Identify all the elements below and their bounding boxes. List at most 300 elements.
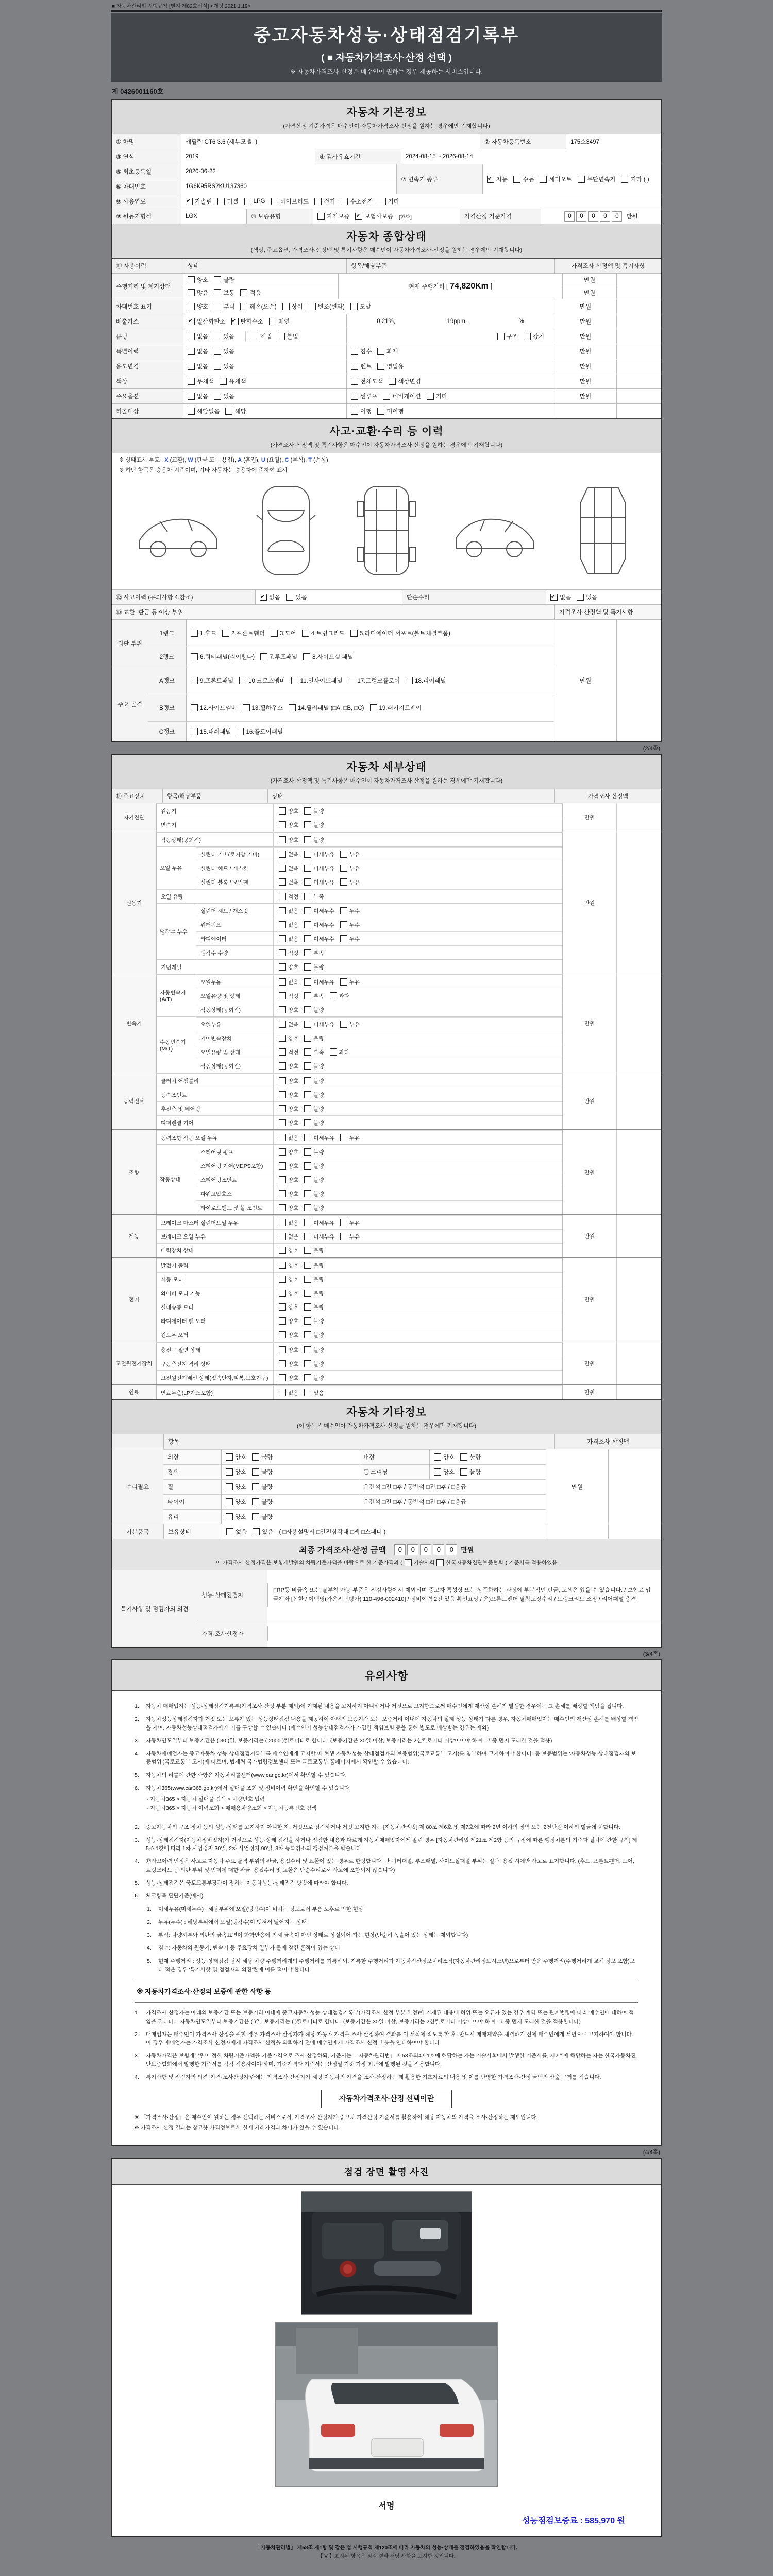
checkbox[interactable] xyxy=(304,1006,311,1013)
checkbox[interactable] xyxy=(550,594,558,601)
option[interactable]: 변조(변타) xyxy=(309,302,345,311)
status-option[interactable]: 미세누유 xyxy=(304,1233,334,1241)
checkbox[interactable] xyxy=(188,333,195,340)
panel-option[interactable]: 11.인사이드패널 xyxy=(291,676,343,685)
checkbox[interactable] xyxy=(304,1077,311,1084)
checkbox[interactable] xyxy=(279,1048,286,1056)
checkbox[interactable] xyxy=(279,1262,286,1269)
option[interactable]: LPG xyxy=(244,198,265,205)
checkbox[interactable] xyxy=(304,893,311,900)
status-option[interactable]: 양호 xyxy=(279,1290,298,1297)
option[interactable]: 유채색 xyxy=(220,377,246,385)
checkbox[interactable] xyxy=(279,1317,286,1325)
status-option[interactable]: 과다 xyxy=(330,992,349,1000)
option[interactable]: 적음 xyxy=(240,289,261,297)
checkbox[interactable] xyxy=(304,851,311,858)
option[interactable]: 기타 xyxy=(427,392,447,400)
option[interactable]: 기타 ( ) xyxy=(621,175,649,183)
checkbox[interactable] xyxy=(243,704,250,711)
status-option[interactable]: 불량 xyxy=(304,1331,324,1339)
checkbox[interactable] xyxy=(350,630,358,637)
status-option[interactable]: 불량 xyxy=(252,1483,273,1491)
status-option[interactable]: 누유 xyxy=(340,1021,360,1028)
checkbox[interactable] xyxy=(330,1048,337,1056)
checkbox[interactable] xyxy=(524,333,531,340)
checkbox[interactable] xyxy=(188,393,195,400)
checkbox[interactable] xyxy=(304,836,311,843)
checkbox[interactable] xyxy=(351,393,358,400)
checkbox[interactable] xyxy=(279,1360,286,1367)
status-option[interactable]: 없음 xyxy=(279,921,298,929)
checkbox[interactable] xyxy=(304,865,311,872)
checkbox[interactable] xyxy=(279,1346,286,1353)
checkbox[interactable] xyxy=(220,378,227,385)
checkbox[interactable] xyxy=(304,1048,311,1056)
checkbox[interactable] xyxy=(351,348,358,355)
checkbox[interactable] xyxy=(377,363,384,370)
checkbox[interactable] xyxy=(237,728,244,735)
checkbox[interactable] xyxy=(304,1176,311,1183)
option[interactable]: ✔ 탄화수소 xyxy=(231,317,263,326)
status-option[interactable]: 없음 xyxy=(279,1021,298,1028)
status-option[interactable]: 불량 xyxy=(252,1498,273,1506)
checkbox[interactable] xyxy=(279,878,286,886)
checkbox[interactable] xyxy=(340,851,347,858)
checkbox[interactable] xyxy=(578,176,585,183)
option[interactable]: 상이 xyxy=(282,302,303,311)
checkbox[interactable] xyxy=(191,704,198,711)
checkbox[interactable] xyxy=(350,303,358,310)
checkbox[interactable] xyxy=(540,176,547,183)
checkbox[interactable] xyxy=(304,1331,311,1338)
status-option[interactable]: 양호 xyxy=(279,1190,298,1198)
status-option[interactable]: 불량 xyxy=(304,1262,324,1269)
option[interactable]: 침수 xyxy=(351,347,372,355)
checkbox[interactable] xyxy=(279,1105,286,1112)
checkbox[interactable] xyxy=(304,1119,311,1126)
checkbox[interactable] xyxy=(351,378,358,385)
option[interactable]: 매연 xyxy=(269,317,290,326)
status-option[interactable]: 미세누수 xyxy=(304,935,334,943)
checkbox[interactable] xyxy=(279,1021,286,1028)
checkbox[interactable] xyxy=(460,1453,467,1461)
option[interactable]: 무채색 xyxy=(188,377,214,385)
status-option[interactable]: 누유 xyxy=(340,878,360,886)
checkbox[interactable] xyxy=(304,1021,311,1028)
status-option[interactable]: 누유 xyxy=(340,865,360,872)
checkbox[interactable] xyxy=(186,198,193,205)
checkbox[interactable] xyxy=(279,893,286,900)
checkbox[interactable] xyxy=(304,907,311,914)
option[interactable]: 보통 xyxy=(214,289,234,297)
checkbox[interactable] xyxy=(304,1247,311,1254)
checkbox[interactable] xyxy=(436,1559,444,1566)
checkbox[interactable] xyxy=(222,630,229,637)
checkbox[interactable] xyxy=(279,1091,286,1098)
checkbox[interactable] xyxy=(252,1498,259,1505)
option[interactable]: 네비게이션 xyxy=(383,392,421,400)
checkbox[interactable] xyxy=(405,1559,412,1566)
status-option[interactable]: 불량 xyxy=(252,1468,273,1476)
status-option[interactable]: 양호 xyxy=(279,1374,298,1382)
checkbox[interactable] xyxy=(279,992,286,999)
checkbox[interactable] xyxy=(348,677,355,684)
option[interactable]: 훼손(오손) xyxy=(240,302,276,311)
status-option[interactable]: 불량 xyxy=(460,1453,481,1461)
status-option[interactable]: 불량 xyxy=(304,1006,324,1014)
panel-option[interactable]: 4.트렁크리드 xyxy=(302,629,345,637)
status-option[interactable]: 적정 xyxy=(279,1048,298,1056)
checkbox[interactable] xyxy=(226,1468,233,1476)
checkbox[interactable] xyxy=(304,807,311,815)
status-option[interactable]: 양호 xyxy=(279,1162,298,1170)
seat-position-options[interactable]: 운전석 □전 □후 / 동반석 □전 □후 / □응급 xyxy=(359,1495,546,1509)
status-option[interactable]: 불량 xyxy=(304,1290,324,1297)
checkbox[interactable] xyxy=(291,677,298,684)
status-option[interactable]: 미세누유 xyxy=(304,978,334,986)
checkbox[interactable] xyxy=(304,963,311,971)
checkbox[interactable] xyxy=(304,1190,311,1197)
status-option[interactable]: 없음 xyxy=(279,978,298,986)
checkbox[interactable] xyxy=(487,176,494,183)
status-option[interactable]: 없음 xyxy=(279,1219,298,1227)
status-option[interactable]: 불량 xyxy=(304,1190,324,1198)
status-option[interactable]: 누수 xyxy=(340,907,360,915)
checkbox[interactable] xyxy=(279,807,286,815)
checkbox[interactable] xyxy=(279,1389,286,1396)
option[interactable]: 있음 xyxy=(286,593,307,601)
checkbox[interactable] xyxy=(226,1513,233,1520)
status-option[interactable]: 불량 xyxy=(304,1374,324,1382)
option[interactable]: 썬루프 xyxy=(351,392,377,400)
checkbox[interactable] xyxy=(406,677,413,684)
checkbox[interactable] xyxy=(314,198,322,205)
checkbox[interactable] xyxy=(340,935,347,942)
option[interactable]: 렌트 xyxy=(351,362,372,370)
checkbox[interactable] xyxy=(214,276,221,283)
checkbox[interactable] xyxy=(279,1062,286,1070)
checkbox[interactable] xyxy=(302,630,309,637)
checkbox[interactable] xyxy=(304,821,311,828)
checkbox[interactable] xyxy=(279,821,286,828)
checkbox[interactable] xyxy=(304,992,311,999)
status-option[interactable]: 양호 xyxy=(279,1346,298,1354)
checkbox[interactable] xyxy=(279,1219,286,1226)
status-option[interactable]: 양호 xyxy=(279,1148,298,1156)
status-option[interactable]: 불량 xyxy=(304,1276,324,1283)
checkbox[interactable] xyxy=(239,677,246,684)
panel-option[interactable]: 19.패키지트레이 xyxy=(370,704,422,712)
checkbox[interactable] xyxy=(340,921,347,928)
checkbox[interactable] xyxy=(260,653,267,660)
option[interactable]: 영업용 xyxy=(377,362,404,370)
checkbox[interactable] xyxy=(340,1219,347,1226)
status-option[interactable]: 불량 xyxy=(304,963,324,971)
checkbox[interactable] xyxy=(279,1162,286,1170)
status-option[interactable]: 불량 xyxy=(304,1346,324,1354)
checkbox[interactable] xyxy=(304,1204,311,1211)
option[interactable]: 전체도색 xyxy=(351,377,383,385)
checkbox[interactable] xyxy=(279,978,286,986)
checkbox[interactable] xyxy=(279,963,286,971)
status-option[interactable]: 양호 xyxy=(279,963,298,971)
checkbox[interactable] xyxy=(188,348,195,355)
status-option[interactable]: 미세누유 xyxy=(304,1134,334,1142)
status-option[interactable]: 불량 xyxy=(304,1317,324,1325)
option[interactable]: 장치 xyxy=(524,332,544,341)
checkbox[interactable] xyxy=(304,1091,311,1098)
checkbox[interactable] xyxy=(340,865,347,872)
status-option[interactable]: 불량 xyxy=(304,1148,324,1156)
option[interactable]: 적법 xyxy=(251,332,272,341)
status-option[interactable]: 없음 xyxy=(279,878,298,886)
status-option[interactable]: 누수 xyxy=(340,921,360,929)
option[interactable]: 많음 xyxy=(188,289,208,297)
panel-option[interactable]: 3.도어 xyxy=(271,629,296,637)
option[interactable]: 기타 xyxy=(379,197,399,206)
option[interactable]: ✔ 없음 xyxy=(260,593,280,601)
checkbox[interactable] xyxy=(304,1134,311,1141)
checkbox[interactable] xyxy=(225,408,232,415)
checkbox[interactable] xyxy=(269,318,276,325)
checkbox[interactable] xyxy=(286,594,293,601)
option[interactable]: 도말 xyxy=(350,302,371,311)
status-option[interactable]: 미세누유 xyxy=(304,1219,334,1227)
panel-option[interactable]: 18.리어패널 xyxy=(406,676,446,685)
checkbox[interactable] xyxy=(304,1035,311,1042)
checkbox[interactable] xyxy=(370,704,377,711)
checkbox[interactable] xyxy=(340,1134,347,1141)
option[interactable]: 디젤 xyxy=(217,197,238,206)
checkbox[interactable] xyxy=(279,935,286,942)
checkbox[interactable] xyxy=(279,1006,286,1013)
checkbox[interactable] xyxy=(304,1062,311,1070)
status-option[interactable]: 불량 xyxy=(304,1247,324,1255)
checkbox[interactable] xyxy=(340,878,347,886)
status-option[interactable]: 없음 xyxy=(279,907,298,915)
status-option[interactable]: 불량 xyxy=(304,1303,324,1311)
option[interactable]: 있음 xyxy=(214,347,234,355)
checkbox[interactable] xyxy=(279,1247,286,1254)
status-option[interactable]: 불량 xyxy=(304,1091,324,1099)
checkbox[interactable] xyxy=(226,1483,233,1490)
checkbox[interactable] xyxy=(304,878,311,886)
option[interactable]: 수소전기 xyxy=(341,197,373,206)
status-option[interactable]: 누유 xyxy=(340,1219,360,1227)
status-option[interactable]: 없음 xyxy=(279,851,298,858)
checkbox[interactable] xyxy=(389,378,396,385)
status-option[interactable]: 과다 xyxy=(330,1048,349,1056)
checkbox[interactable] xyxy=(355,213,362,220)
checkbox[interactable] xyxy=(304,1360,311,1367)
option[interactable]: 수동 xyxy=(513,175,534,183)
option[interactable]: 전기 xyxy=(314,197,335,206)
status-option[interactable]: 양호 xyxy=(279,1204,298,1212)
checkbox[interactable] xyxy=(251,333,258,340)
checkbox[interactable] xyxy=(304,921,311,928)
option[interactable]: 하이브리드 xyxy=(271,197,309,206)
option[interactable]: ✔ 없음 xyxy=(550,593,571,601)
status-option[interactable]: 양호 xyxy=(279,1247,298,1255)
status-option[interactable]: 양호 xyxy=(279,1105,298,1113)
checkbox[interactable] xyxy=(279,1276,286,1283)
checkbox[interactable] xyxy=(279,1134,286,1141)
status-option[interactable]: 누유 xyxy=(340,851,360,858)
status-option[interactable]: 불량 xyxy=(304,836,324,844)
status-option[interactable]: 불량 xyxy=(304,1204,324,1212)
checkbox[interactable] xyxy=(188,303,195,310)
checkbox[interactable] xyxy=(304,1162,311,1170)
status-option[interactable]: 양호 xyxy=(279,821,298,829)
panel-option[interactable]: 2.프론트휀더 xyxy=(222,629,265,637)
seat-position-options[interactable]: 운전석 □전 □후 / 동반석 □전 □후 / □응급 xyxy=(359,1480,546,1494)
checkbox[interactable] xyxy=(214,303,221,310)
checkbox[interactable] xyxy=(279,1303,286,1311)
option[interactable]: 이행 xyxy=(351,407,372,415)
checkbox[interactable] xyxy=(379,198,386,205)
panel-option[interactable]: 16.플로어패널 xyxy=(237,727,283,736)
status-option[interactable]: 미세누유 xyxy=(304,865,334,872)
checkbox[interactable] xyxy=(271,630,278,637)
status-option[interactable]: 양호 xyxy=(279,1091,298,1099)
option[interactable]: 무단변속기 xyxy=(578,175,616,183)
checkbox[interactable] xyxy=(226,1498,233,1505)
panel-option[interactable]: 13.휠하우스 xyxy=(243,704,283,712)
checkbox[interactable] xyxy=(279,921,286,928)
checkbox[interactable] xyxy=(279,865,286,872)
checkbox[interactable] xyxy=(252,1483,259,1490)
status-option[interactable]: 불량 xyxy=(304,1105,324,1113)
checkbox[interactable] xyxy=(304,1276,311,1283)
status-option[interactable]: 없음 xyxy=(226,1528,247,1536)
status-option[interactable]: 양호 xyxy=(226,1453,246,1461)
status-option[interactable]: 양호 xyxy=(279,1303,298,1311)
checkbox[interactable] xyxy=(289,704,296,711)
option[interactable]: 불법 xyxy=(278,332,298,341)
status-option[interactable]: 누유 xyxy=(340,1233,360,1241)
status-option[interactable]: 없음 xyxy=(279,935,298,943)
checkbox[interactable] xyxy=(304,1233,311,1240)
option[interactable]: ✔ 보험사보증 xyxy=(355,212,393,221)
status-option[interactable]: 불량 xyxy=(304,1360,324,1368)
status-option[interactable]: 없음 xyxy=(279,865,298,872)
status-option[interactable]: 양호 xyxy=(279,1262,298,1269)
status-option[interactable]: 미세누수 xyxy=(304,907,334,915)
status-option[interactable]: 불량 xyxy=(304,1119,324,1127)
checkbox[interactable] xyxy=(434,1468,441,1476)
checkbox[interactable] xyxy=(304,949,311,956)
panel-option[interactable]: 14.필러패널 (□A, □B, □C) xyxy=(289,704,364,712)
status-option[interactable]: 양호 xyxy=(226,1468,246,1476)
checkbox[interactable] xyxy=(214,289,221,296)
checkbox[interactable] xyxy=(351,363,358,370)
status-option[interactable]: 누유 xyxy=(340,978,360,986)
checkbox[interactable] xyxy=(279,1176,286,1183)
option[interactable]: 색상변경 xyxy=(389,377,421,385)
status-option[interactable]: 없음 xyxy=(279,1233,298,1241)
checkbox[interactable] xyxy=(279,851,286,858)
checkbox[interactable] xyxy=(226,1528,233,1535)
status-option[interactable]: 불량 xyxy=(304,821,324,829)
checkbox[interactable] xyxy=(304,1317,311,1325)
checkbox[interactable] xyxy=(231,318,239,325)
status-option[interactable]: 양호 xyxy=(279,1035,298,1042)
checkbox[interactable] xyxy=(340,1233,347,1240)
checkbox[interactable] xyxy=(340,907,347,914)
checkbox[interactable] xyxy=(279,1374,286,1381)
checkbox[interactable] xyxy=(304,1374,311,1381)
option[interactable]: 있음 xyxy=(214,362,234,370)
checkbox[interactable] xyxy=(304,1219,311,1226)
checkbox[interactable] xyxy=(304,1389,311,1396)
checkbox[interactable] xyxy=(383,393,390,400)
checkbox[interactable] xyxy=(427,393,434,400)
panel-option[interactable]: 12.사이드멤버 xyxy=(191,704,237,712)
checkbox[interactable] xyxy=(279,949,286,956)
checkbox[interactable] xyxy=(188,289,195,296)
status-option[interactable]: 누유 xyxy=(340,1134,360,1142)
checkbox[interactable] xyxy=(351,408,358,415)
option[interactable]: 해당없음 xyxy=(188,407,220,415)
status-option[interactable]: 양호 xyxy=(279,1317,298,1325)
status-option[interactable]: 양호 xyxy=(226,1513,246,1521)
status-option[interactable]: 불량 xyxy=(304,1062,324,1070)
option[interactable]: ✔ 일산화탄소 xyxy=(188,317,226,326)
checkbox[interactable] xyxy=(191,728,198,735)
checkbox[interactable] xyxy=(513,176,520,183)
panel-option[interactable]: 5.라디에이터 서포트(볼트체결부품) xyxy=(350,629,450,637)
status-option[interactable]: 적정 xyxy=(279,992,298,1000)
checkbox[interactable] xyxy=(191,653,198,660)
status-option[interactable]: 없음 xyxy=(279,1134,298,1142)
panel-option[interactable]: 1.후드 xyxy=(191,629,216,637)
status-option[interactable]: 불량 xyxy=(304,1077,324,1085)
checkbox[interactable] xyxy=(191,677,198,684)
checkbox[interactable] xyxy=(279,907,286,914)
status-option[interactable]: 양호 xyxy=(279,836,298,844)
checkbox[interactable] xyxy=(279,1331,286,1338)
status-option[interactable]: 있음 xyxy=(304,1389,324,1397)
status-option[interactable]: 미세누수 xyxy=(304,921,334,929)
option[interactable]: 부식 xyxy=(214,302,234,311)
checkbox[interactable] xyxy=(279,1290,286,1297)
checkbox[interactable] xyxy=(244,198,251,205)
option[interactable]: 미이행 xyxy=(377,407,404,415)
status-option[interactable]: 양호 xyxy=(434,1453,455,1461)
option[interactable]: ✔ 가솔린 xyxy=(186,197,212,206)
status-option[interactable]: 양호 xyxy=(226,1483,246,1491)
status-option[interactable]: 적정 xyxy=(279,949,298,957)
checkbox[interactable] xyxy=(214,348,221,355)
checkbox[interactable] xyxy=(214,333,221,340)
checkbox[interactable] xyxy=(309,303,316,310)
status-option[interactable]: 양호 xyxy=(279,1062,298,1070)
checkbox[interactable] xyxy=(340,978,347,986)
checkbox[interactable] xyxy=(304,978,311,986)
checkbox[interactable] xyxy=(304,1262,311,1269)
checkbox[interactable] xyxy=(303,653,310,660)
panel-option[interactable]: 10.크로스멤버 xyxy=(239,676,285,685)
checkbox[interactable] xyxy=(577,594,584,601)
checkbox[interactable] xyxy=(278,333,285,340)
checkbox[interactable] xyxy=(188,363,195,370)
status-option[interactable]: 부족 xyxy=(304,949,324,957)
checkbox[interactable] xyxy=(188,408,195,415)
checkbox[interactable] xyxy=(497,333,505,340)
checkbox[interactable] xyxy=(304,1290,311,1297)
status-option[interactable]: 불량 xyxy=(460,1468,481,1476)
checkbox[interactable] xyxy=(253,1528,260,1535)
